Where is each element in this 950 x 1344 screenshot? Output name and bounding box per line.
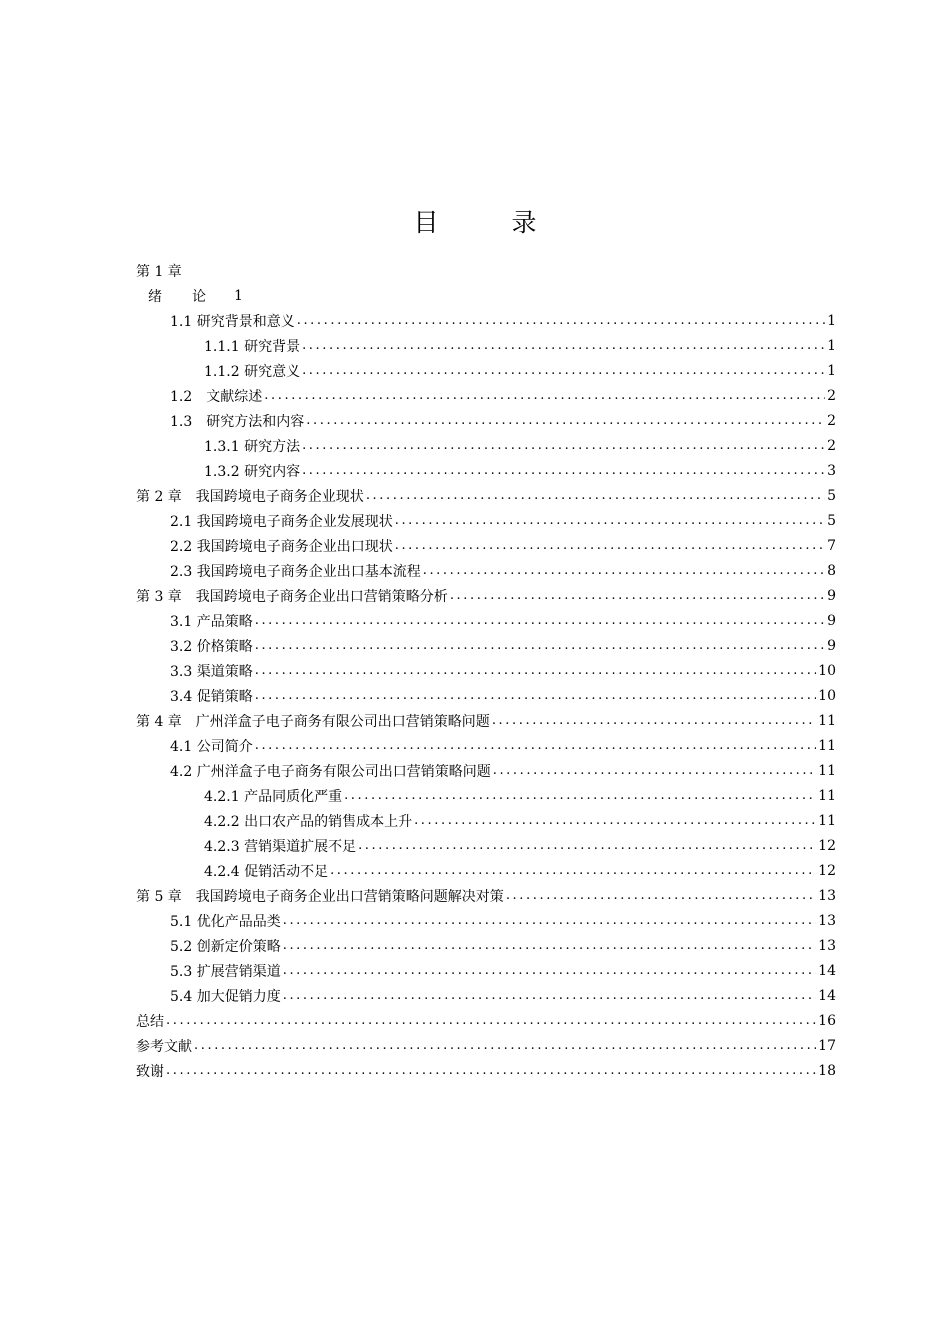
toc-leader-dots <box>283 938 816 953</box>
toc-entry-page: 13 <box>818 887 836 904</box>
toc-entry-label: 3.2 价格策略 <box>170 638 253 655</box>
toc-entry-label: 4.2.3 营销渠道扩展不足 <box>204 838 357 855</box>
toc-leader-dots <box>255 613 825 628</box>
toc-leader-dots <box>283 913 816 928</box>
toc-entry-label: 1.1.2 研究意义 <box>204 363 301 380</box>
toc-entry-label: 第 3 章 我国跨境电子商务企业出口营销策略分析 <box>136 588 448 605</box>
toc-chapter1-page: 1 <box>234 287 243 304</box>
toc-entry[interactable] <box>204 458 836 483</box>
toc-entry[interactable] <box>170 983 836 1008</box>
toc-entry-page: 7 <box>827 537 836 554</box>
toc-entry-label: 1.1.1 研究背景 <box>204 338 301 355</box>
toc-entry[interactable] <box>136 1033 836 1058</box>
toc-entry-label: 3.3 渠道策略 <box>170 663 253 680</box>
toc-entry[interactable] <box>170 958 836 983</box>
toc-entry-label: 5.4 加大促销力度 <box>170 988 281 1005</box>
toc-leader-dots <box>255 638 825 653</box>
toc-entry-label: 参考文献 <box>136 1038 192 1055</box>
toc-entry[interactable] <box>136 708 836 733</box>
toc-entry-label: 总结 <box>136 1013 164 1030</box>
toc-entry-page: 11 <box>818 762 836 779</box>
toc-entry[interactable] <box>170 308 836 333</box>
toc-entry-page: 2 <box>827 387 836 404</box>
toc-leader-dots <box>330 863 816 878</box>
toc-entry[interactable] <box>170 533 836 558</box>
toc-entry[interactable] <box>170 908 836 933</box>
toc-title: 目 录 <box>413 208 561 237</box>
toc-entry-label: 1.2 文献综述 <box>170 388 263 405</box>
toc-leader-dots <box>423 563 825 578</box>
toc-entry-page: 16 <box>818 1012 836 1029</box>
toc-entry-page: 9 <box>827 587 836 604</box>
toc-leader-dots <box>358 838 816 853</box>
toc-entry[interactable] <box>170 933 836 958</box>
toc-leader-dots <box>395 538 825 553</box>
toc-leader-dots <box>302 463 825 478</box>
toc-entry-page: 3 <box>827 462 836 479</box>
toc-leader-dots <box>255 738 816 753</box>
toc-entry-page: 10 <box>818 662 836 679</box>
toc-entry[interactable] <box>136 583 836 608</box>
toc-chapter1-label[interactable]: 第 1 章 <box>136 263 182 280</box>
toc-entry-label: 1.3 研究方法和内容 <box>170 413 305 430</box>
toc-entry-page: 13 <box>818 937 836 954</box>
toc-leader-dots <box>264 388 825 403</box>
toc-entry[interactable] <box>170 383 836 408</box>
toc-entry[interactable] <box>204 858 836 883</box>
toc-leader-dots <box>194 1038 816 1053</box>
toc-entry-label: 4.2.2 出口农产品的销售成本上升 <box>204 813 413 830</box>
toc-entry-page: 11 <box>818 737 836 754</box>
toc-entry[interactable] <box>204 833 836 858</box>
toc-entry[interactable] <box>170 758 836 783</box>
toc-entry[interactable] <box>170 633 836 658</box>
toc-entry-label: 1.3.1 研究方法 <box>204 438 301 455</box>
toc-entry[interactable] <box>170 408 836 433</box>
toc-entry-label: 第 5 章 我国跨境电子商务企业出口营销策略问题解决对策 <box>136 888 504 905</box>
toc-leader-dots <box>255 688 816 703</box>
toc-entry-label: 4.2.1 产品同质化严重 <box>204 788 343 805</box>
toc-entry[interactable] <box>136 1008 836 1033</box>
toc-entry-label: 致谢 <box>136 1063 164 1080</box>
toc-entry[interactable] <box>204 358 836 383</box>
toc-entry[interactable] <box>204 808 836 833</box>
toc-entry-page: 11 <box>818 712 836 729</box>
toc-entry[interactable] <box>170 508 836 533</box>
toc-entry[interactable] <box>204 433 836 458</box>
toc-leader-dots <box>395 513 825 528</box>
toc-leader-dots <box>302 438 825 453</box>
toc-leader-dots <box>366 488 825 503</box>
toc-entry-label: 1.1 研究背景和意义 <box>170 313 295 330</box>
toc-entry-label: 3.4 促销策略 <box>170 688 253 705</box>
toc-leader-dots <box>302 363 825 378</box>
toc-entry-page: 1 <box>827 312 836 329</box>
toc-entry-page: 17 <box>818 1037 836 1054</box>
toc-entry-label: 3.1 产品策略 <box>170 613 253 630</box>
toc-entry-label: 1.3.2 研究内容 <box>204 463 301 480</box>
toc-leader-dots <box>306 413 825 428</box>
toc-entry-label: 4.2 广州洋盒子电子商务有限公司出口营销策略问题 <box>170 763 491 780</box>
toc-entry-page: 8 <box>827 562 836 579</box>
toc-leader-dots <box>344 788 816 803</box>
toc-entry-label: 4.1 公司简介 <box>170 738 253 755</box>
toc-entry-page: 9 <box>827 637 836 654</box>
toc-leader-dots <box>297 313 825 328</box>
toc-entry-page: 14 <box>818 987 836 1004</box>
toc-entry[interactable] <box>170 733 836 758</box>
toc-entry-label: 2.3 我国跨境电子商务企业出口基本流程 <box>170 563 421 580</box>
toc-entry-label: 5.1 优化产品品类 <box>170 913 281 930</box>
toc-entry-page: 14 <box>818 962 836 979</box>
toc-entry[interactable] <box>204 783 836 808</box>
toc-entry[interactable] <box>204 333 836 358</box>
toc-entry-page: 18 <box>818 1062 836 1079</box>
toc-entry[interactable] <box>136 883 836 908</box>
toc-leader-dots <box>166 1063 816 1078</box>
toc-leader-dots <box>255 663 816 678</box>
toc-leader-dots <box>166 1013 816 1028</box>
toc-entry-label: 第 4 章 广州洋盒子电子商务有限公司出口营销策略问题 <box>136 713 490 730</box>
toc-entry[interactable] <box>136 483 836 508</box>
toc-leader-dots <box>493 763 816 778</box>
toc-leader-dots <box>414 813 816 828</box>
toc-entry-label: 2.1 我国跨境电子商务企业发展现状 <box>170 513 393 530</box>
toc-entry-label: 2.2 我国跨境电子商务企业出口现状 <box>170 538 393 555</box>
toc-entry-page: 11 <box>818 812 836 829</box>
toc-entry-page: 1 <box>827 337 836 354</box>
toc-entry-page: 1 <box>827 362 836 379</box>
toc-entry[interactable] <box>170 658 836 683</box>
toc-entry-page: 2 <box>827 437 836 454</box>
toc-leader-dots <box>283 963 816 978</box>
toc-entry-label: 5.2 创新定价策略 <box>170 938 281 955</box>
toc-leader-dots <box>302 338 825 353</box>
toc-entry-label: 4.2.4 促销活动不足 <box>204 863 329 880</box>
toc-entry-page: 12 <box>818 862 836 879</box>
toc-entry[interactable] <box>136 1058 836 1083</box>
toc-chapter1-word2: 论 <box>192 288 206 305</box>
toc-entry-label: 5.3 扩展营销渠道 <box>170 963 281 980</box>
toc-entry-label: 第 2 章 我国跨境电子商务企业现状 <box>136 488 364 505</box>
toc-entry-page: 13 <box>818 912 836 929</box>
toc-leader-dots <box>450 588 825 603</box>
toc-entry[interactable] <box>170 683 836 708</box>
toc-entry[interactable] <box>170 608 836 633</box>
toc-entry-page: 2 <box>827 412 836 429</box>
toc-entry-page: 10 <box>818 687 836 704</box>
toc-chapter1-title[interactable] <box>148 283 243 308</box>
toc-chapter1-word1: 绪 <box>148 288 162 305</box>
toc-leader-dots <box>492 713 816 728</box>
toc-leader-dots <box>283 988 816 1003</box>
toc-entry-page: 5 <box>827 487 836 504</box>
toc-entry-page: 11 <box>818 787 836 804</box>
toc-leader-dots <box>506 888 816 903</box>
toc-entry-page: 5 <box>827 512 836 529</box>
toc-entry-page: 9 <box>827 612 836 629</box>
toc-entry[interactable] <box>170 558 836 583</box>
toc-entry-page: 12 <box>818 837 836 854</box>
